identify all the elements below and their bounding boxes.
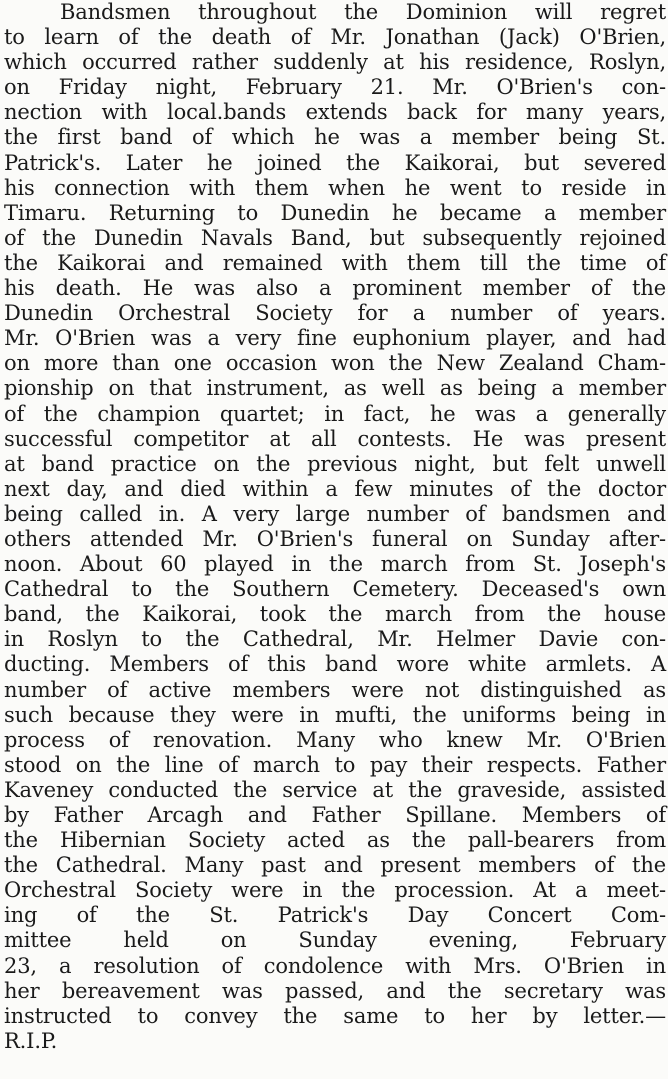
text-line: his connection with them when he went to reside in [4,175,666,200]
text-line: the Cathedral. Many past and present members of the [4,853,666,878]
text-line: Kaveney conducted the service at the graveside, assisted [4,777,666,802]
text-line: process of renovation. Many who knew Mr. O'Brien [4,727,666,752]
text-line: noon. About 60 played in the march from St. Joseph's [4,552,666,577]
text-line: his death. He was also a prominent member of the [4,276,666,301]
text-line: such because they were in mufti, the uniforms being in [4,702,666,727]
text-line: nection with local.bands extends back for many years, [4,100,666,125]
text-line: Cathedral to the Southern Cemetery. Deceased's own [4,577,666,602]
text-line: at band practice on the previous night, but felt unwell [4,451,666,476]
text-line: her bereavement was passed, and the secretary was [4,978,666,1003]
text-line: instructed to convey the same to her by letter.— [4,1003,666,1028]
text-line: next day, and died within a few minutes of the doctor [4,476,666,501]
text-line: 23, a resolution of condolence with Mrs. O'Brien in [4,953,666,978]
text-line: of the Dunedin Navals Band, but subsequently rejoined [4,225,666,250]
text-line: Mr. O'Brien was a very fine euphonium player, and had [4,326,666,351]
text-line: which occurred rather suddenly at his residence, Roslyn, [4,50,666,75]
text-line: Patrick's. Later he joined the Kaikorai, but severed [4,150,666,175]
text-line: of the champion quartet; in fact, he was a generally [4,401,666,426]
text-line: in Roslyn to the Cathedral, Mr. Helmer Davie con- [4,627,666,652]
text-line: Bandsmen throughout the Dominion will regret [60,0,666,24]
text-line: by Father Arcagh and Father Spillane. Members of [4,803,666,827]
text-line: to learn of the death of Mr. Jonathan (Jack) O'Brien, [4,25,666,50]
text-line: successful competitor at all contests. He was present [4,426,666,451]
text-line: band, the Kaikorai, took the march from the house [4,602,666,627]
text-line: number of active members were not distinguished as [4,677,666,702]
text-line: on more than one occasion won the New Zealand Cham- [4,351,666,376]
text-line: pionship on that instrument, as well as being a member [4,376,666,401]
text-line: on Friday night, February 21. Mr. O'Brien's con- [4,75,666,100]
text-line: stood on the line of march to pay their respects. Father [4,752,666,777]
text-line: ducting. Members of this band wore white armlets. A [4,652,666,677]
text-line: the first band of which he was a member being St. [4,125,666,150]
text-line: Dunedin Orchestral Society for a number of years. [4,301,666,326]
text-line: ing of the St. Patrick's Day Concert Com- [4,903,666,928]
text-line: the Kaikorai and remained with them till the time of [4,250,666,275]
obituary-column [4,0,666,1054]
text-line: being called in. A very large number of bandsmen and [4,501,666,526]
text-line: the Hibernian Society acted as the pall-bearers from [4,828,666,853]
text-line: Orchestral Society were in the procession. At a meet- [4,878,666,903]
text-line: mittee held on Sunday evening, February [4,928,666,953]
text-line: others attended Mr. O'Brien's funeral on Sunday after- [4,526,666,551]
text-line: Timaru. Returning to Dunedin he became a member [4,200,666,225]
text-line: R.I.P. [4,1028,58,1053]
